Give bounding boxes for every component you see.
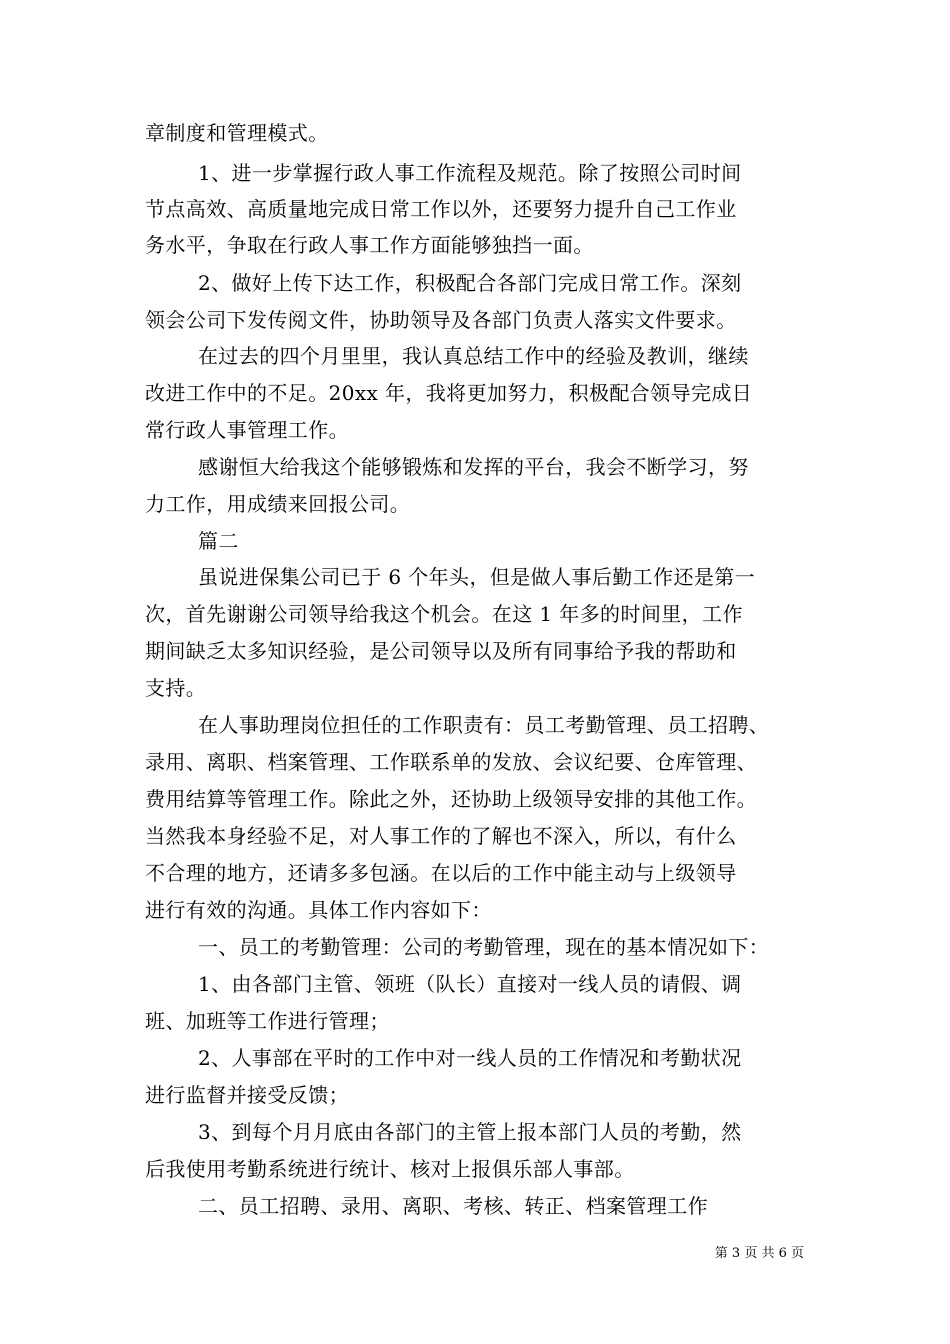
text-line: 后我使用考勤系统进行统计、核对上报俱乐部人事部。 — [145, 1157, 635, 1181]
section-heading: 篇二 — [198, 529, 239, 553]
text-line: 二、员工招聘、录用、离职、考核、转正、档案管理工作 — [198, 1194, 708, 1218]
text-line: 进行有效的沟通。具体工作内容如下： — [145, 898, 492, 922]
text-line: 一、员工的考勤管理：公司的考勤管理，现在的基本情况如下： — [198, 935, 770, 959]
text-line: 1、进一步掌握行政人事工作流程及规范。除了按照公司时间 — [198, 161, 742, 185]
text-line: 1、由各部门主管、领班（队长）直接对一线人员的请假、调 — [198, 972, 742, 996]
text-line: 改进工作中的不足。20xx 年，我将更加努力，积极配合领导完成日 — [145, 381, 753, 405]
text-line: 支持。 — [145, 676, 207, 700]
text-line: 感谢恒大给我这个能够锻炼和发挥的平台，我会不断学习，努 — [198, 455, 749, 479]
text-line: 章制度和管理模式。 — [145, 121, 329, 145]
text-line: 虽说进保集公司已于 6 个年头，但是做人事后勤工作还是第一 — [198, 565, 756, 589]
text-line: 班、加班等工作进行管理； — [145, 1009, 390, 1033]
text-line: 3、到每个月月底由各部门的主管上报本部门人员的考勤，然 — [198, 1120, 742, 1144]
text-line: 期间缺乏太多知识经验，是公司领导以及所有同事给予我的帮助和 — [145, 639, 737, 663]
text-line: 力工作，用成绩来回报公司。 — [145, 492, 411, 516]
text-line: 领会公司下发传阅文件，协助领导及各部门负责人落实文件要求。 — [145, 308, 737, 332]
text-line: 不合理的地方，还请多多包涵。在以后的工作中能主动与上级领导 — [145, 861, 737, 885]
text-line: 录用、离职、档案管理、工作联系单的发放、会议纪要、仓库管理、 — [145, 750, 757, 774]
text-line: 在人事助理岗位担任的工作职责有：员工考勤管理、员工招聘、 — [198, 713, 770, 737]
text-line: 常行政人事管理工作。 — [145, 418, 349, 442]
text-line: 务水平，争取在行政人事工作方面能够独挡一面。 — [145, 233, 594, 257]
text-line: 在过去的四个月里里，我认真总结工作中的经验及教训，继续 — [198, 344, 749, 368]
text-line: 次，首先谢谢公司领导给我这个机会。在这 1 年多的时间里，工作 — [145, 602, 743, 626]
text-line: 2、做好上传下达工作，积极配合各部门完成日常工作。深刻 — [198, 271, 742, 295]
text-line: 进行监督并接受反馈； — [145, 1083, 349, 1107]
text-line: 费用结算等管理工作。除此之外，还协助上级领导安排的其他工作。 — [145, 787, 757, 811]
page-number-footer: 第 3 页 共 6 页 — [714, 1246, 804, 1261]
text-line: 当然我本身经验不足，对人事工作的了解也不深入，所以，有什么 — [145, 824, 737, 848]
text-line: 2、人事部在平时的工作中对一线人员的工作情况和考勤状况 — [198, 1046, 742, 1070]
text-line: 节点高效、高质量地完成日常工作以外，还要努力提升自己工作业 — [145, 197, 737, 221]
